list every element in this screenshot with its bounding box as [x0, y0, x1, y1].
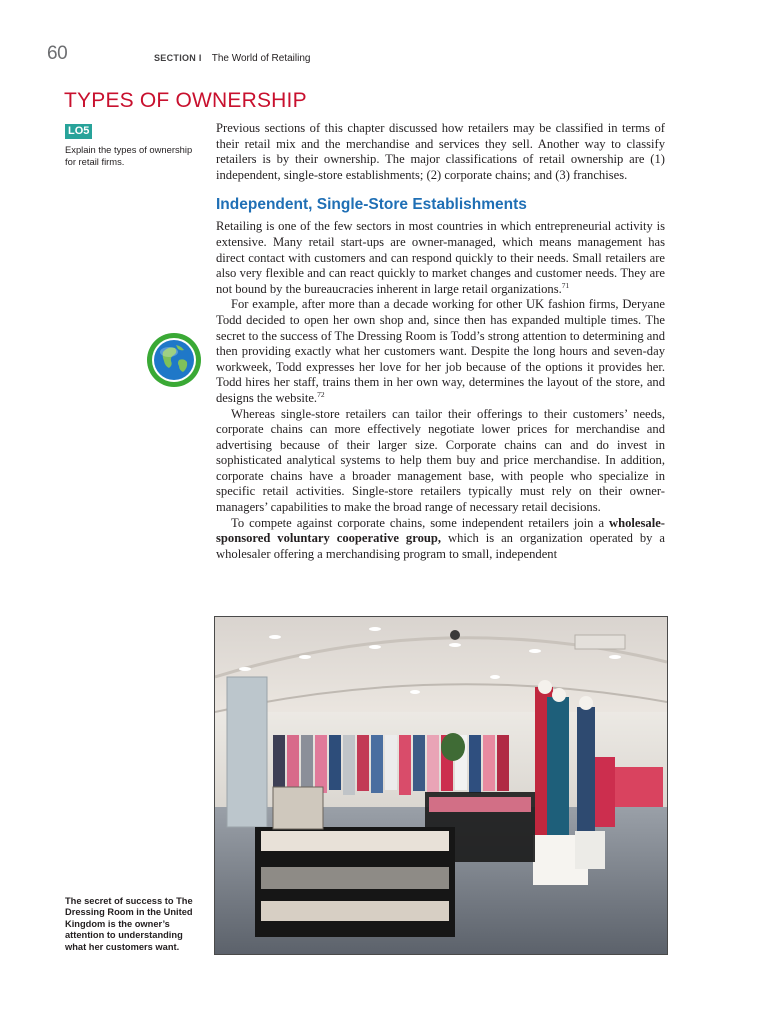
endnote-ref[interactable]: 71 [561, 280, 570, 290]
page-number: 60 [47, 43, 68, 64]
learning-objective-text: Explain the types of ownership for retail firms. [65, 144, 193, 167]
subheading: Independent, Single-Store Establishments [216, 196, 527, 214]
section-title: The World of Retailing [211, 53, 311, 64]
paragraph-2-text: For example, after more than a decade working for other UK fashion firms, Deryane Todd decided to open her own shop and, since then has expanded multiple times. The secret to the success of The Dressing Room is Todd’s strong attention to determining and then providing exactly what her customers want. Despite the long hours and seven-day workweek, Todd expresses her love for her job because of the options it provides her. Todd hires her staff, trains them in her own way, determines the layout of the store, and designs the website. [216, 297, 665, 405]
figure-caption: The secret of success to The Dressing Room in the United Kingdom is the owner’s attention to understanding what her customers want. [65, 896, 193, 952]
endnote-ref[interactable]: 72 [317, 389, 325, 399]
page-title: TYPES OF OWNERSHIP [64, 89, 307, 112]
globe-icon [146, 332, 202, 388]
section-label: SECTION I [154, 53, 202, 63]
paragraph-1 [216, 219, 665, 297]
body-text [216, 121, 665, 562]
store-photo [214, 616, 668, 955]
running-head [154, 53, 310, 64]
learning-objective-badge: LO5 [65, 124, 92, 139]
paragraph-1-text: Retailing is one of the few sectors in most countries in which entrepreneurial activity is extensive. Many retail start-ups are owner-managed, which means management has direct contact with customers and can respond quickly to their needs. Small retailers are also very flexible and can react quickly to market changes and customer needs. They are not bound by the bureaucracies inherent in large retail organizations. [216, 219, 665, 296]
paragraph-2 [216, 297, 665, 406]
paragraph-4 [216, 516, 665, 563]
intro-paragraph: Previous sections of this chapter discussed how retailers may be classified in terms of their retail mix and the merchandise and services they sell. Another way to classify retailers is by their ownership. The major classifications of retail ownership are (1) independent, single-store establishments; (2) corporate chains; and (3) franchises. [216, 121, 665, 182]
paragraph-4-start: To compete against corporate chains, some independent retailers join a [231, 515, 610, 530]
paragraph-3: Whereas single-store retailers can tailor their offerings to their customers’ needs, corporate chains can more effectively negotiate lower prices for merchandise and advertising because of their larger size. Corporate chains can and do invest in sophisticated analytical systems to help them buy and price merchandise. In addition, corporate chains have a broader management base, with people who specialize in specific retail activities. Single-store retailers typically must rely on their owner-managers’ capabilities to make the broad range of necessary retail decisions. [216, 406, 665, 515]
key-term: wholesale-sponsored voluntary cooperative group, [216, 515, 665, 546]
paragraph-4-end: which is an organization operated by a wholesaler offering a merchandising program to small, independent [216, 531, 666, 561]
